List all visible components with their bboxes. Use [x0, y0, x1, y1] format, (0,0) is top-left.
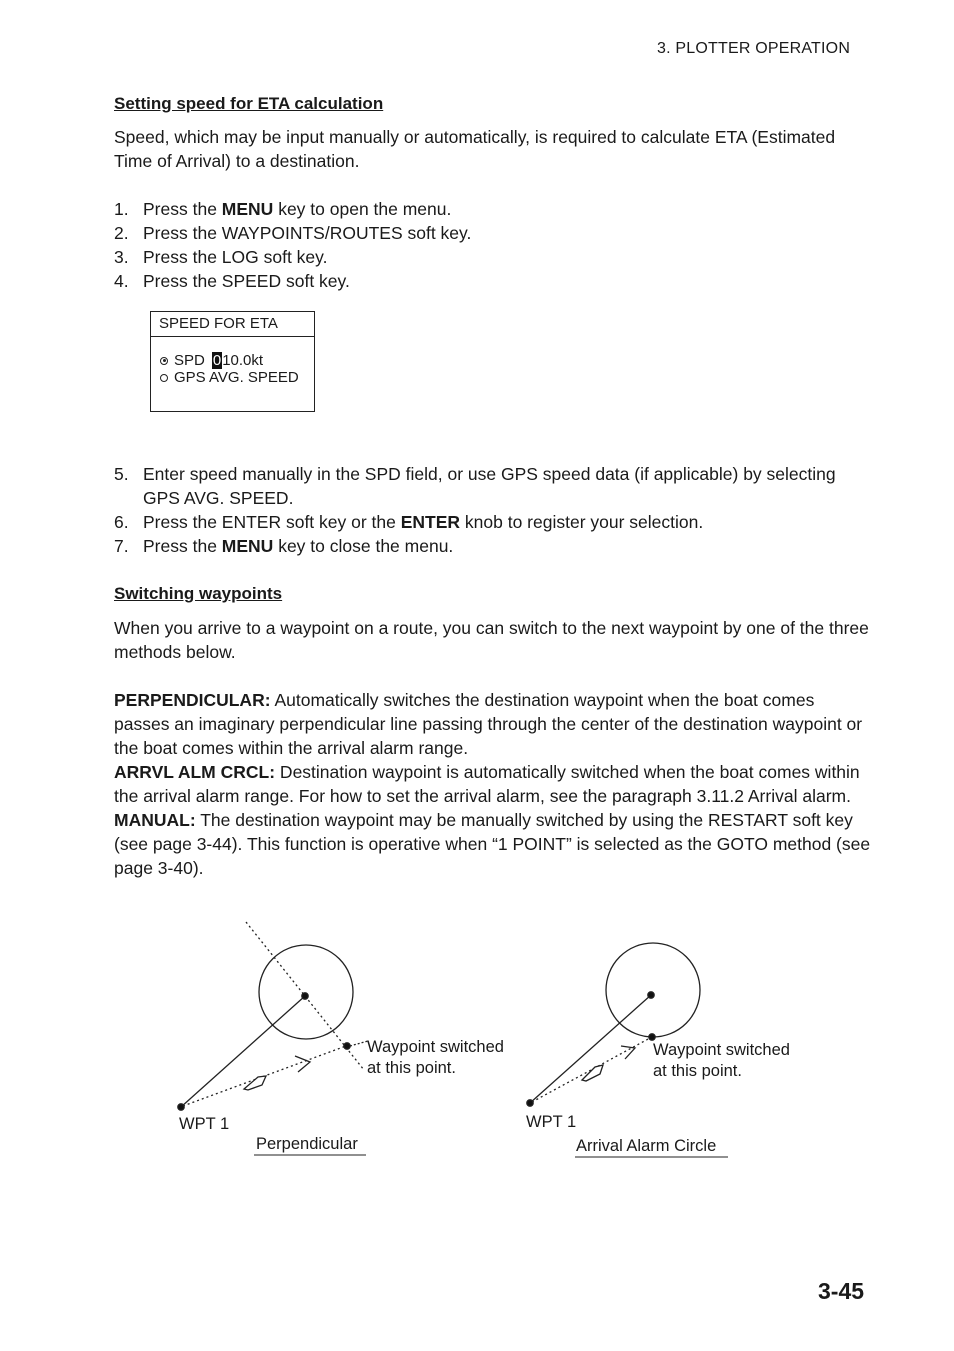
arrival-alarm-circle-caption: Arrival Alarm Circle: [576, 1137, 717, 1155]
definition-arrival-alarm-circle: ARRVL ALM CRCL: Destination waypoint is automatically switched when the boat comes within the arrival alarm range. For how to set the arrival alarm, see the paragraph 3.11.2 Arrival alarm.: [114, 762, 860, 806]
arrival-alarm-circle-diagram: [527, 943, 700, 1106]
switch-point-dot: [344, 1043, 350, 1049]
step-number: 1.: [114, 199, 129, 219]
wpt1-label: WPT 1: [179, 1115, 230, 1133]
switched-label-line1: Waypoint switched: [367, 1038, 504, 1056]
spd-label: SPD: [174, 352, 205, 369]
step-number: 7.: [114, 536, 129, 556]
destination-waypoint-dot: [302, 993, 308, 999]
label-leader-line: [350, 1041, 368, 1046]
gps-avg-speed-label: GPS AVG. SPEED: [174, 369, 299, 386]
definition-perpendicular: PERPENDICULAR: Automatically switches the destination waypoint when the boat comes passes an imaginary perpendicular line passing through the center of the destination waypoint or the boat comes within the arrival alarm range.: [114, 690, 863, 758]
section-heading-switching: Switching waypoints: [114, 584, 283, 603]
switched-label-line2: at this point.: [367, 1059, 456, 1077]
definition-manual: MANUAL: The destination waypoint may be manually switched by using the RESTART soft key (see page 3-44). This function is operative when “1 POINT” is selected as the GOTO method (see page 3-40).: [114, 810, 871, 878]
boat-icon: [244, 1076, 266, 1090]
step-number: 6.: [114, 512, 129, 532]
perpendicular-diagram: [178, 922, 368, 1110]
perpendicular-caption: Perpendicular: [256, 1135, 358, 1153]
step-item: 4. Press the SPEED soft key.: [114, 271, 350, 291]
step-number: 3.: [114, 247, 129, 267]
step-item: 5. Enter speed manually in the SPD field, or use GPS speed data (if applicable) by selecting GPS AVG. SPEED.: [114, 464, 836, 508]
menu-box-title: SPEED FOR ETA: [159, 315, 278, 332]
step-item: 3. Press the LOG soft key.: [114, 247, 328, 267]
destination-waypoint-dot: [648, 992, 654, 998]
switch-point-dot: [649, 1034, 655, 1040]
wpt1-dot: [527, 1100, 533, 1106]
section-heading-eta: Setting speed for ETA calculation: [114, 94, 384, 113]
switching-intro-paragraph: When you arrive to a waypoint on a route, you can switch to the next waypoint by one of the three methods below.: [114, 618, 869, 662]
running-header: 3. PLOTTER OPERATION: [657, 40, 851, 57]
switched-label-line1: Waypoint switched: [653, 1041, 790, 1059]
spd-cursor: 0: [212, 352, 222, 369]
step-number: 2.: [114, 223, 129, 243]
eta-intro-paragraph: Speed, which may be input manually or automatically, is required to calculate ETA (Estimated Time of Arrival) to a destination.: [114, 127, 836, 171]
step-item: 6. Press the ENTER soft key or the ENTER knob to register your selection.: [114, 512, 704, 532]
wpt1-label: WPT 1: [526, 1113, 577, 1131]
step-item: 1. Press the MENU key to open the menu.: [114, 199, 452, 219]
page-number: 3-45: [818, 1278, 865, 1304]
route-line: [181, 996, 305, 1107]
spd-value: 10.0kt: [222, 352, 264, 369]
step-number: 5.: [114, 464, 129, 484]
route-line: [530, 995, 651, 1103]
wpt1-dot: [178, 1104, 184, 1110]
step-item: 7. Press the MENU key to close the menu.: [114, 536, 454, 556]
switched-label-line2: at this point.: [653, 1062, 742, 1080]
step-item: 2. Press the WAYPOINTS/ROUTES soft key.: [114, 223, 472, 243]
track-arrow-icon: [621, 1046, 635, 1059]
step-number: 4.: [114, 271, 129, 291]
